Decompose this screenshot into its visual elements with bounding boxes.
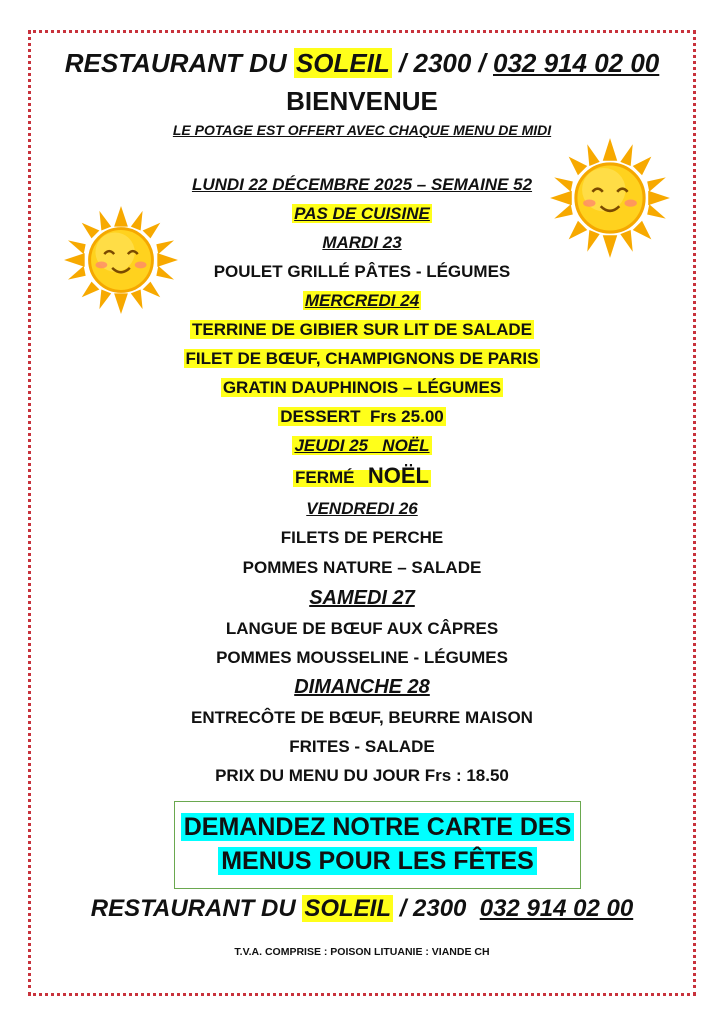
restaurant-name-highlight: SOLEIL <box>295 48 390 78</box>
menu-item: FILET DE BŒUF, CHAMPIGNONS DE PARIS <box>185 349 539 368</box>
menu-item: FRITES - SALADE <box>289 737 435 756</box>
daily-menu-price: PRIX DU MENU DU JOUR Frs : 18.50 <box>215 766 509 785</box>
day-heading-saturday: SAMEDI 27 <box>309 587 415 609</box>
menu-item: POMMES MOUSSELINE - LÉGUMES <box>216 648 508 667</box>
footer-title <box>0 895 724 923</box>
menu-item: TERRINE DE GIBIER SUR LIT DE SALADE <box>191 320 533 339</box>
menu-item: GRATIN DAUPHINOIS – LÉGUMES <box>222 378 502 397</box>
phone-number: 032 914 02 00 <box>493 48 660 78</box>
week-line: LUNDI 22 DÉCEMBRE 2025 – SEMAINE 52 <box>191 175 533 194</box>
menu-item: ENTRECÔTE DE BŒUF, BEURRE MAISON <box>191 708 533 727</box>
postal-code: / 2300 / <box>391 48 493 78</box>
callout-line: DEMANDEZ NOTRE CARTE DES <box>175 810 580 844</box>
footer-note: T.V.A. COMPRISE : POISON LITUANIE : VIANDE CH <box>234 946 490 958</box>
soup-offer-note: LE POTAGE EST OFFERT AVEC CHAQUE MENU DE MIDI <box>172 122 552 138</box>
holiday-menu-callout <box>174 801 581 889</box>
closed-notice: FERMÉ NOËL <box>295 463 429 488</box>
monday-note: PAS DE CUISINE <box>294 204 430 223</box>
phone-number: 032 914 02 00 <box>479 895 634 922</box>
header-title <box>0 48 724 79</box>
day-heading-wednesday: MERCREDI 24 <box>304 291 420 310</box>
restaurant-name: RESTAURANT DU <box>64 48 294 78</box>
day-heading-friday: VENDREDI 26 <box>306 499 418 518</box>
menu-item: LANGUE DE BŒUF AUX CÂPRES <box>225 619 499 638</box>
menu-item: FILETS DE PERCHE <box>280 528 444 547</box>
menu-item: DESSERT Frs 25.00 <box>280 407 444 426</box>
day-heading-thursday: JEUDI 25 NOËL <box>294 436 430 455</box>
restaurant-name-highlight: SOLEIL <box>304 895 391 922</box>
day-heading-sunday: DIMANCHE 28 <box>294 676 430 698</box>
menu-item: POULET GRILLÉ PÂTES - LÉGUMES <box>213 262 511 281</box>
callout-line: MENUS POUR LES FÊTES <box>175 844 580 878</box>
menu-item: POMMES NATURE – SALADE <box>242 558 482 577</box>
postal-code: / 2300 <box>393 895 480 922</box>
day-heading-tuesday: MARDI 23 <box>322 233 402 252</box>
welcome-heading: BIENVENUE <box>286 86 438 116</box>
restaurant-name: RESTAURANT DU <box>90 895 303 922</box>
